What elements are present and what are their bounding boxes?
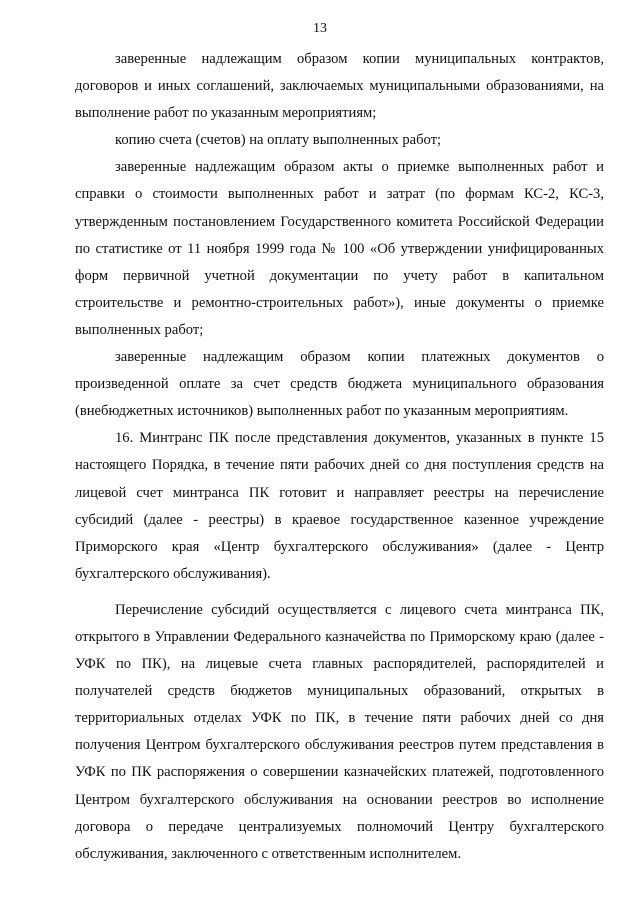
paragraph-subsidy-transfer: Перечисление субсидий осуществляется с лицевого счета минтранса ПК, открытого в Управлении Федерального казначейства по Приморскому краю (далее - УФК по ПК), на лицевые счета главных распорядителей, распорядителей и получателей средств бюджетов муниципальных образований, открытых в территориальных отделах УФК по ПК, в течение пяти рабочих дней со дня получения Центром бухгалтерского обслуживания реестров путем представления в УФК по ПК распоряжения о совершении казначейских платежей, подготовленного Центром бухгалтерского обслуживания на основании реестров во исполнение договора о передаче централизуемых полномочий Центру бухгалтерского обслуживания, заключенного с ответственным исполнителем. [75, 601, 604, 862]
paragraph-invoice-copy: копию счета (счетов) на оплату выполненных работ; [115, 132, 442, 149]
page-number: 13 [313, 21, 327, 36]
paragraph-payment-documents: заверенные надлежащим образом копии платежных документов о произведенной оплате за счет средств бюджета муниципального образования (внебюджетных источников) выполненных работ по указанным мероприятиям. [75, 349, 604, 420]
paragraph-section-16: 16. Минтранс ПК после представления документов, указанных в пункте 15 настоящего Порядка, в течение пяти рабочих дней со дня поступления средств на лицевой счет минтранса ПК готовит и направляет реестры на перечисление субсидий (далее - реестры) в краевое государственное казенное учреждение Приморского края «Центр бухгалтерского обслуживания» (далее - Центр бухгалтерского обслуживания). [75, 430, 604, 582]
document-body [75, 46, 604, 868]
paragraph-acceptance-acts: заверенные надлежащим образом акты о приемке выполненных работ и справки о стоимости выполненных работ и затрат (по формам КС-2, КС-3, утвержденным постановлением Государственного комитета Российской Федерации по статистике от 11 ноября 1999 года № 100 «Об утверждении унифицированных форм первичной учетной документации по учету работ в капитальном строительстве и ремонтно-строительных работ»), иные документы о приемке выполненных работ; [75, 159, 604, 338]
paragraph-contract-copies: заверенные надлежащим образом копии муниципальных контрактов, договоров и иных соглашений, заключаемых муниципальными образованиями, на выполнение работ по указанным мероприятиям; [75, 51, 604, 122]
